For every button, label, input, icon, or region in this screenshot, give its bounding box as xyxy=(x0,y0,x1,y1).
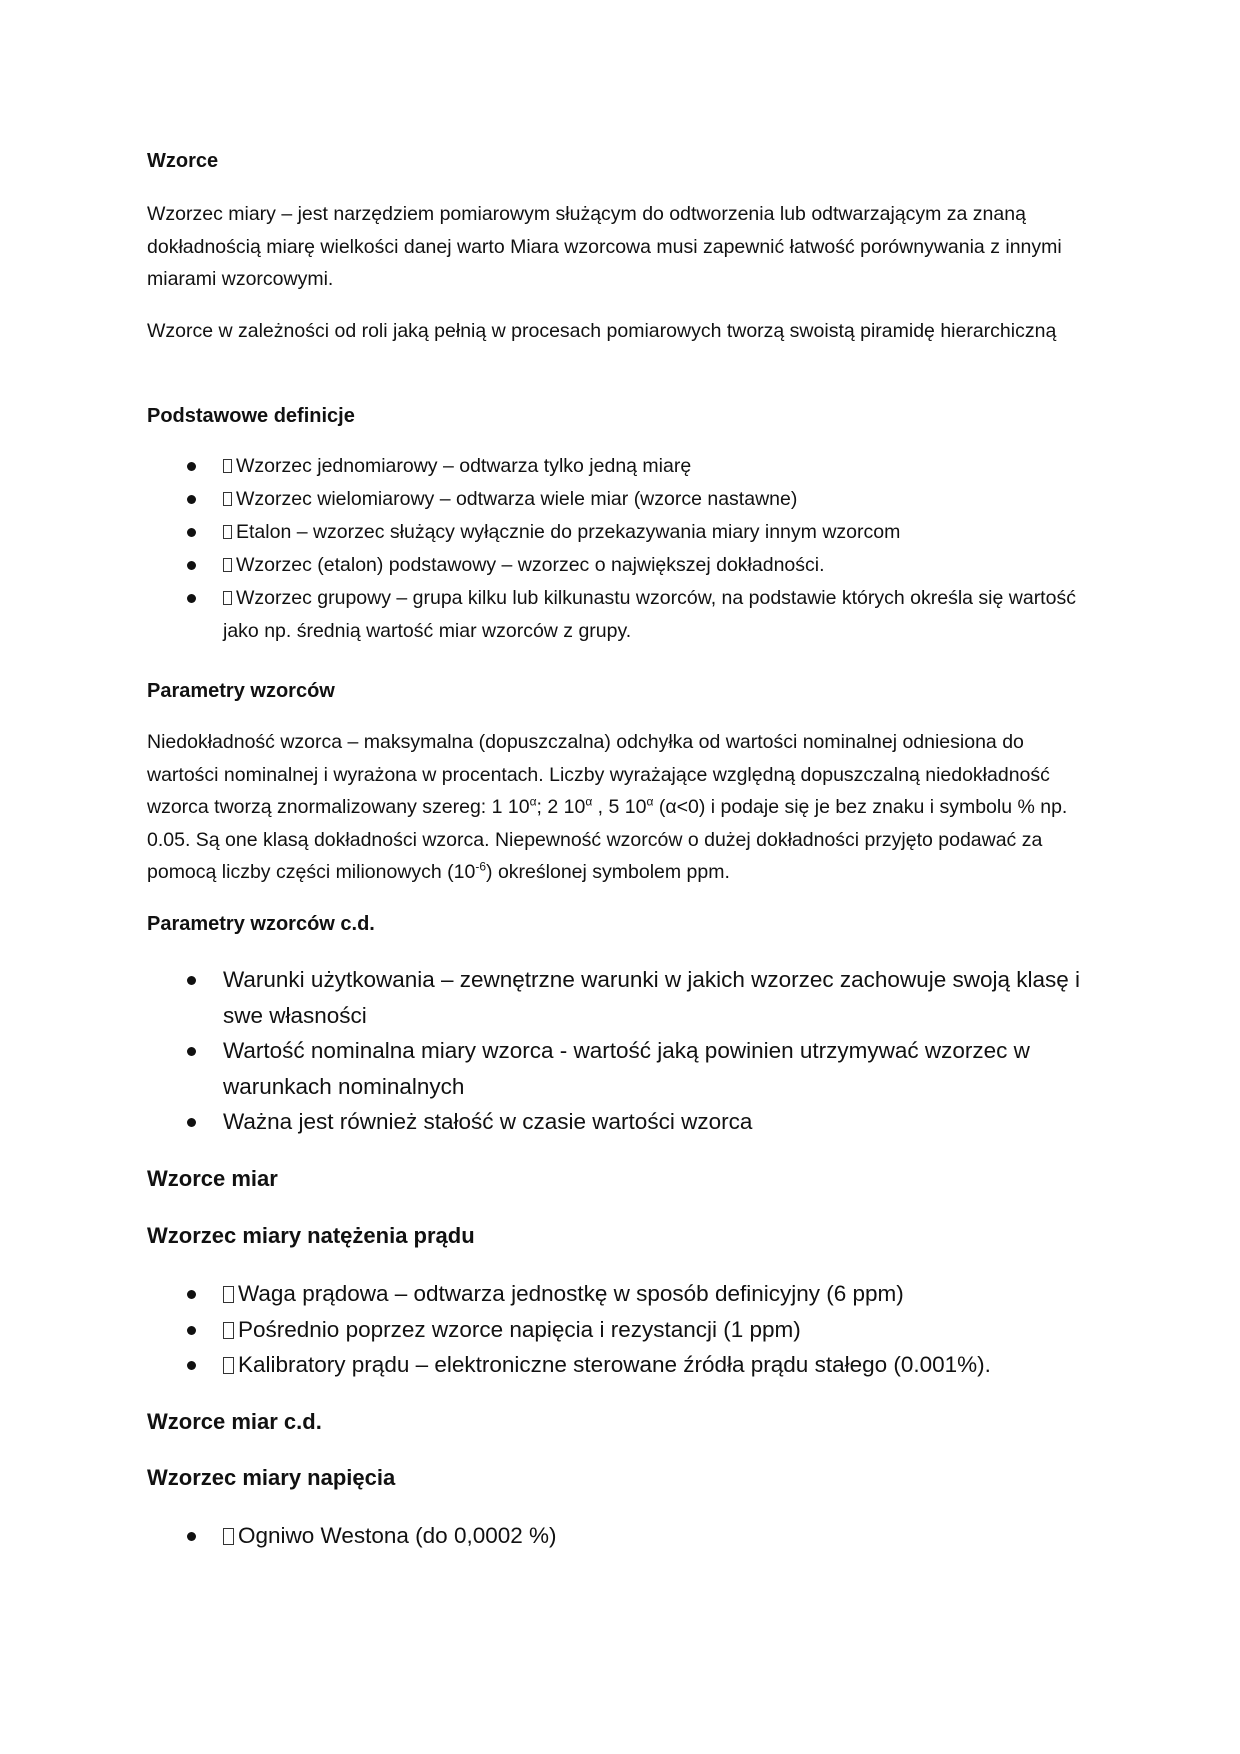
current-list xyxy=(147,1276,1097,1383)
list-item: Ogniwo Westona (do 0,0002 %) xyxy=(147,1518,1097,1554)
bullet-icon xyxy=(187,1361,196,1370)
missing-glyph-icon xyxy=(223,558,232,572)
definitions-list xyxy=(147,450,1097,648)
list-item: Ważna jest również stałość w czasie wartości wzorca xyxy=(147,1104,1097,1140)
intro-paragraph: Wzorzec miary – jest narzędziem pomiarowym służącym do odtworzenia lub odtwarzającym za znaną dokładnością miarę wielkości danej warto Miara wzorcowa musi zapewnić łatwość porównywania z innymi miarami wzorcowymi. xyxy=(147,203,1062,290)
missing-glyph-icon xyxy=(223,492,232,506)
list-item: Wzorzec wielomiarowy – odtwarza wiele miar (wzorce nastawne) xyxy=(147,483,1097,516)
bullet-icon xyxy=(187,1532,196,1541)
bullet-icon xyxy=(187,976,196,985)
bullet-icon xyxy=(187,561,196,570)
voltage-list xyxy=(147,1518,1097,1554)
bullet-icon xyxy=(187,1326,196,1335)
section-title xyxy=(147,147,1097,175)
definitions-list-block xyxy=(147,450,1097,648)
heading-params-cd: Parametry wzorców c.d. xyxy=(147,913,375,935)
missing-glyph-icon xyxy=(223,1357,234,1374)
measures-cd-heading-block xyxy=(147,1408,1097,1436)
list-item: Wzorzec grupowy – grupa kilku lub kilkunastu wzorców, na podstawie których określa się wartość jako np. średnią wartość miar wzorców z grupy. xyxy=(147,582,1097,648)
missing-glyph-icon xyxy=(223,525,232,539)
missing-glyph-icon xyxy=(223,591,232,605)
heading-voltage: Wzorzec miary napięcia xyxy=(147,1465,396,1490)
intro-block xyxy=(147,198,1097,296)
heading-wzorce: Wzorce xyxy=(147,150,219,172)
voltage-list-block xyxy=(147,1518,1097,1554)
bullet-icon xyxy=(187,1047,196,1056)
params-heading-block xyxy=(147,677,1097,705)
bullet-icon xyxy=(187,528,196,537)
measures-heading-block xyxy=(147,1165,1097,1193)
list-item: Wartość nominalna miary wzorca - wartość jaką powinien utrzymywać wzorzec w warunkach nominalnych xyxy=(147,1033,1097,1104)
bullet-icon xyxy=(187,495,196,504)
heading-current: Wzorzec miary natężenia prądu xyxy=(147,1223,475,1248)
missing-glyph-icon xyxy=(223,459,232,473)
list-item: Waga prądowa – odtwarza jednostkę w sposób definicyjny (6 ppm) xyxy=(147,1276,1097,1312)
params-paragraph-block xyxy=(147,726,1097,889)
definitions-heading-block xyxy=(147,402,1097,430)
heading-definitions: Podstawowe definicje xyxy=(147,405,355,427)
current-list-block xyxy=(147,1276,1097,1383)
params-cd-list-block xyxy=(147,962,1097,1140)
missing-glyph-icon xyxy=(223,1528,234,1545)
heading-measures: Wzorce miar xyxy=(147,1166,278,1191)
pyramid-block xyxy=(147,315,1097,348)
list-item: Etalon – wzorzec służący wyłącznie do przekazywania miary innym wzorcom xyxy=(147,516,1097,549)
params-cd-list xyxy=(147,962,1097,1140)
params-cd-heading-block xyxy=(147,910,1097,938)
heading-params: Parametry wzorców xyxy=(147,680,335,702)
list-item: Warunki użytkowania – zewnętrzne warunki w jakich wzorzec zachowuje swoją klasę i swe własności xyxy=(147,962,1097,1033)
bullet-icon xyxy=(187,1118,196,1127)
current-heading-block xyxy=(147,1222,1097,1250)
bullet-icon xyxy=(187,1290,196,1299)
missing-glyph-icon xyxy=(223,1322,234,1339)
list-item: Pośrednio poprzez wzorce napięcia i rezystancji (1 ppm) xyxy=(147,1312,1097,1348)
pyramid-paragraph: Wzorce w zależności od roli jaką pełnią w procesach pomiarowych tworzą swoistą piramidę hierarchiczną xyxy=(147,320,1057,342)
list-item: Wzorzec jednomiarowy – odtwarza tylko jedną miarę xyxy=(147,450,1097,483)
params-paragraph: Niedokładność wzorca – maksymalna (dopuszczalna) odchyłka od wartości nominalnej odniesiona do wartości nominalnej i wyrażona w procentach. Liczby wyrażające względną dopuszczalną niedokładność wzorca tworzą znormalizowany szereg: 1 $10^\alpha$; 2 $10^\alpha$ , 5 $10^\alpha$ (α<0) i podaje się je bez znaku i symbolu % np. 0.05. Są one klasą dokładności wzorca. Niepewność wzorców o dużej dokładności przyjęto podawać za pomocą liczby części milionowych $(10^{-6})$ określonej symbolem ppm. xyxy=(147,731,1068,883)
list-item: Wzorzec (etalon) podstawowy – wzorzec o największej dokładności. xyxy=(147,549,1097,582)
missing-glyph-icon xyxy=(223,1286,234,1303)
voltage-heading-block xyxy=(147,1464,1097,1492)
bullet-icon xyxy=(187,594,196,603)
list-item: Kalibratory prądu – elektroniczne sterowane źródła prądu stałego (0.001%). xyxy=(147,1347,1097,1383)
bullet-icon xyxy=(187,462,196,471)
heading-measures-cd: Wzorce miar c.d. xyxy=(147,1409,322,1434)
